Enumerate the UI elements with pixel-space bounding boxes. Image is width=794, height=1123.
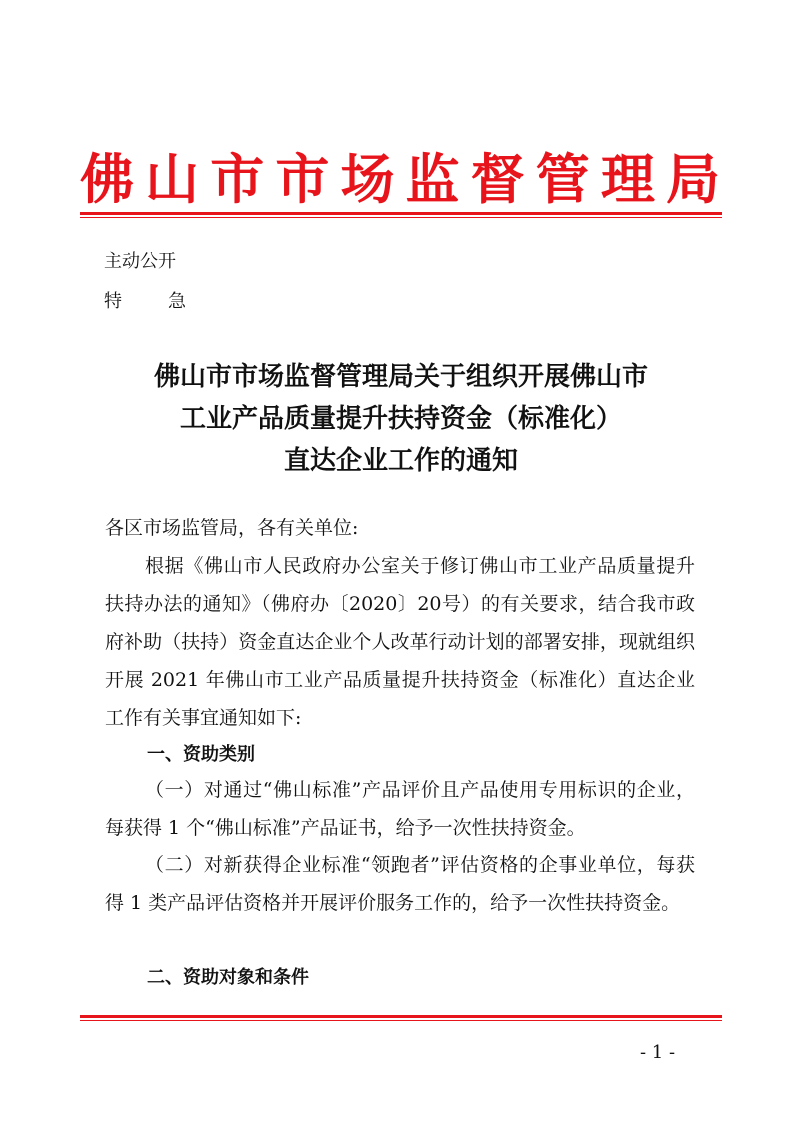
issuer-char: 山 [145,147,200,211]
section-heading-2: 二、资助对象和条件 [147,967,309,988]
salutation: 各区市场监管局，各有关单位: [105,517,359,539]
issuer-char: 督 [470,147,525,211]
footer-divider-thin [80,1020,722,1021]
issuer-char: 理 [600,147,655,211]
title-line-2: 工业产品质量提升扶持资金（标准化） [179,404,622,434]
issuer-char: 场 [340,147,395,211]
disclosure-label: 主动公开 [104,251,176,272]
title-line-1: 佛山市市场监督管理局关于组织开展佛山市 [153,362,648,392]
issuer-char: 管 [535,147,590,211]
footer-divider [80,1015,722,1018]
intro-paragraph: 根据《佛山市人民政府办公室关于修订佛山市工业产品质量提升扶持办法的通知》（佛府办〔2020〕20号）的有关要求，结合我市政府补助（扶持）资金直达企业个人改革行动计划的部署安排，现就组织开展 2021 年佛山市工业产品质量提升扶持资金（标准化）直达企业工作有关事宜通知如下: [105,555,695,729]
issuer-char: 佛 [80,147,134,211]
header-divider [80,212,722,215]
title-line-3: 直达企业工作的通知 [283,446,518,476]
issuer-char: 局 [665,147,720,211]
funding-item-2: （二）对新获得企业标准“领跑者”评估资格的企事业单位，每获得 1 类产品评估资格并开展评价服务工作的，给予一次性扶持资金。 [105,854,695,914]
issuer-char: 市 [210,147,265,211]
section-heading-1: 一、资助类别 [147,744,255,765]
header-divider-thin [80,217,722,218]
page-number: - 1 - [640,1042,676,1063]
funding-item-1: （一）对通过“佛山标准”产品评价且产品使用专用标识的企业，每获得 1 个“佛山标准”产品证书，给予一次性扶持资金。 [105,779,695,839]
document-title [80,356,722,482]
issuer-header [80,140,720,210]
urgency-label: 特 急 [104,291,200,312]
issuer-char: 监 [405,147,460,211]
issuer-char: 市 [275,147,330,211]
